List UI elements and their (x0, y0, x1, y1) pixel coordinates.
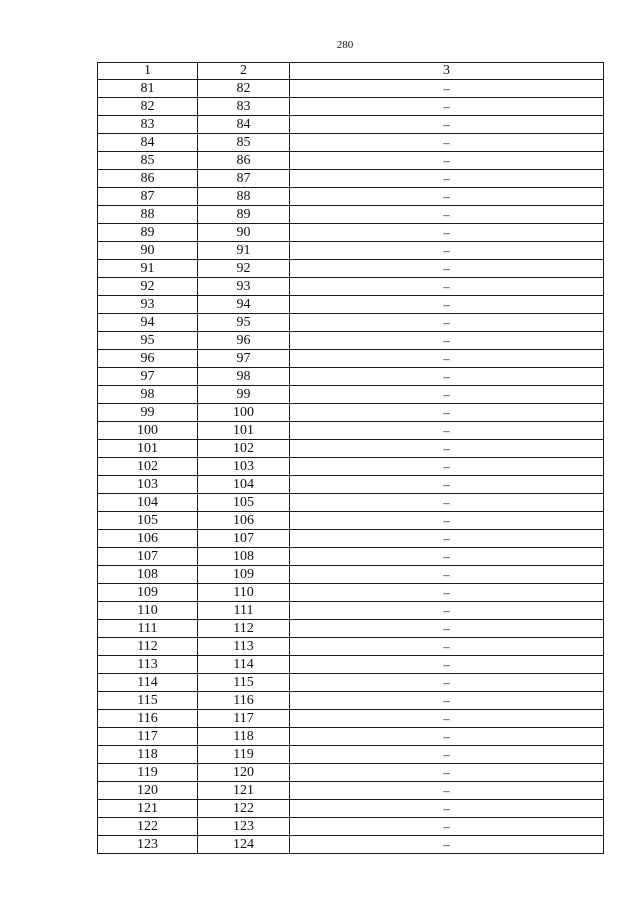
table-row (98, 422, 604, 440)
page-number: 280 (336, 39, 354, 51)
to-value-cell: 101 (198, 422, 290, 440)
to-value-cell: 117 (198, 710, 290, 728)
table-row (98, 98, 604, 116)
table-row (98, 710, 604, 728)
table-row (98, 818, 604, 836)
to-value-cell: 93 (198, 278, 290, 296)
to-value-cell: 85 (198, 134, 290, 152)
from-value-cell: 91 (98, 260, 198, 278)
to-value-cell: 119 (198, 746, 290, 764)
from-value-cell: 85 (98, 152, 198, 170)
table-row (98, 260, 604, 278)
table-row (98, 782, 604, 800)
table-row (98, 764, 604, 782)
note-cell: – (290, 494, 604, 512)
note-cell: – (290, 476, 604, 494)
note-cell: – (290, 530, 604, 548)
to-value-cell: 90 (198, 224, 290, 242)
note-cell: – (290, 404, 604, 422)
table-row (98, 620, 604, 638)
table-row (98, 566, 604, 584)
from-value-cell: 95 (98, 332, 198, 350)
column-header-2: 2 (198, 63, 290, 80)
to-value-cell: 111 (198, 602, 290, 620)
table-row (98, 512, 604, 530)
to-value-cell: 83 (198, 98, 290, 116)
table-row (98, 314, 604, 332)
note-cell: – (290, 674, 604, 692)
from-value-cell: 103 (98, 476, 198, 494)
from-value-cell: 87 (98, 188, 198, 206)
from-value-cell: 84 (98, 134, 198, 152)
table-row (98, 242, 604, 260)
note-cell: – (290, 512, 604, 530)
to-value-cell: 113 (198, 638, 290, 656)
table-row (98, 458, 604, 476)
note-cell: – (290, 296, 604, 314)
note-cell: – (290, 692, 604, 710)
from-value-cell: 102 (98, 458, 198, 476)
table-row (98, 494, 604, 512)
data-table (97, 62, 604, 854)
table-row (98, 404, 604, 422)
note-cell: – (290, 818, 604, 836)
from-value-cell: 101 (98, 440, 198, 458)
from-value-cell: 119 (98, 764, 198, 782)
note-cell: – (290, 278, 604, 296)
from-value-cell: 109 (98, 584, 198, 602)
note-cell: – (290, 836, 604, 854)
table-row (98, 206, 604, 224)
note-cell: – (290, 188, 604, 206)
table-row (98, 584, 604, 602)
from-value-cell: 106 (98, 530, 198, 548)
to-value-cell: 91 (198, 242, 290, 260)
note-cell: – (290, 800, 604, 818)
from-value-cell: 81 (98, 80, 198, 98)
from-value-cell: 88 (98, 206, 198, 224)
table-row (98, 674, 604, 692)
from-value-cell: 82 (98, 98, 198, 116)
note-cell: – (290, 98, 604, 116)
to-value-cell: 84 (198, 116, 290, 134)
from-value-cell: 93 (98, 296, 198, 314)
to-value-cell: 82 (198, 80, 290, 98)
column-header-1: 1 (98, 63, 198, 80)
to-value-cell: 123 (198, 818, 290, 836)
to-value-cell: 88 (198, 188, 290, 206)
note-cell: – (290, 224, 604, 242)
table-row (98, 152, 604, 170)
table-row (98, 170, 604, 188)
note-cell: – (290, 386, 604, 404)
to-value-cell: 106 (198, 512, 290, 530)
note-cell: – (290, 422, 604, 440)
from-value-cell: 113 (98, 656, 198, 674)
table-row (98, 224, 604, 242)
to-value-cell: 116 (198, 692, 290, 710)
from-value-cell: 94 (98, 314, 198, 332)
to-value-cell: 118 (198, 728, 290, 746)
from-value-cell: 110 (98, 602, 198, 620)
to-value-cell: 115 (198, 674, 290, 692)
note-cell: – (290, 458, 604, 476)
to-value-cell: 110 (198, 584, 290, 602)
to-value-cell: 112 (198, 620, 290, 638)
to-value-cell: 96 (198, 332, 290, 350)
to-value-cell: 122 (198, 800, 290, 818)
to-value-cell: 114 (198, 656, 290, 674)
note-cell: – (290, 170, 604, 188)
note-cell: – (290, 116, 604, 134)
table-row (98, 476, 604, 494)
from-value-cell: 107 (98, 548, 198, 566)
to-value-cell: 120 (198, 764, 290, 782)
table-row (98, 134, 604, 152)
from-value-cell: 90 (98, 242, 198, 260)
table-row (98, 548, 604, 566)
table-row (98, 368, 604, 386)
from-value-cell: 114 (98, 674, 198, 692)
table-row (98, 800, 604, 818)
table-row (98, 188, 604, 206)
note-cell: – (290, 242, 604, 260)
table-row (98, 278, 604, 296)
from-value-cell: 123 (98, 836, 198, 854)
to-value-cell: 124 (198, 836, 290, 854)
table-body (98, 80, 604, 854)
note-cell: – (290, 764, 604, 782)
from-value-cell: 92 (98, 278, 198, 296)
table-row (98, 692, 604, 710)
from-value-cell: 97 (98, 368, 198, 386)
note-cell: – (290, 620, 604, 638)
to-value-cell: 87 (198, 170, 290, 188)
to-value-cell: 89 (198, 206, 290, 224)
note-cell: – (290, 134, 604, 152)
note-cell: – (290, 260, 604, 278)
to-value-cell: 94 (198, 296, 290, 314)
from-value-cell: 108 (98, 566, 198, 584)
note-cell: – (290, 314, 604, 332)
column-header-3: 3 (290, 63, 604, 80)
note-cell: – (290, 350, 604, 368)
to-value-cell: 107 (198, 530, 290, 548)
note-cell: – (290, 206, 604, 224)
to-value-cell: 121 (198, 782, 290, 800)
to-value-cell: 99 (198, 386, 290, 404)
note-cell: – (290, 728, 604, 746)
to-value-cell: 108 (198, 548, 290, 566)
table-header-row (98, 63, 604, 80)
table-row (98, 602, 604, 620)
from-value-cell: 117 (98, 728, 198, 746)
to-value-cell: 102 (198, 440, 290, 458)
note-cell: – (290, 80, 604, 98)
from-value-cell: 120 (98, 782, 198, 800)
note-cell: – (290, 746, 604, 764)
from-value-cell: 86 (98, 170, 198, 188)
from-value-cell: 111 (98, 620, 198, 638)
to-value-cell: 109 (198, 566, 290, 584)
table-row (98, 746, 604, 764)
from-value-cell: 104 (98, 494, 198, 512)
table-row (98, 530, 604, 548)
from-value-cell: 96 (98, 350, 198, 368)
from-value-cell: 105 (98, 512, 198, 530)
from-value-cell: 121 (98, 800, 198, 818)
table-row (98, 656, 604, 674)
to-value-cell: 86 (198, 152, 290, 170)
note-cell: – (290, 332, 604, 350)
to-value-cell: 103 (198, 458, 290, 476)
table-row (98, 80, 604, 98)
to-value-cell: 92 (198, 260, 290, 278)
note-cell: – (290, 440, 604, 458)
note-cell: – (290, 566, 604, 584)
note-cell: – (290, 584, 604, 602)
table-row (98, 836, 604, 854)
from-value-cell: 115 (98, 692, 198, 710)
note-cell: – (290, 368, 604, 386)
note-cell: – (290, 548, 604, 566)
to-value-cell: 97 (198, 350, 290, 368)
table-row (98, 728, 604, 746)
from-value-cell: 100 (98, 422, 198, 440)
note-cell: – (290, 656, 604, 674)
from-value-cell: 99 (98, 404, 198, 422)
note-cell: – (290, 782, 604, 800)
from-value-cell: 122 (98, 818, 198, 836)
note-cell: – (290, 638, 604, 656)
from-value-cell: 116 (98, 710, 198, 728)
table-row (98, 296, 604, 314)
to-value-cell: 105 (198, 494, 290, 512)
note-cell: – (290, 710, 604, 728)
table-row (98, 116, 604, 134)
note-cell: – (290, 602, 604, 620)
table-row (98, 386, 604, 404)
note-cell: – (290, 152, 604, 170)
table-row (98, 332, 604, 350)
to-value-cell: 100 (198, 404, 290, 422)
from-value-cell: 118 (98, 746, 198, 764)
table-row (98, 638, 604, 656)
to-value-cell: 104 (198, 476, 290, 494)
from-value-cell: 98 (98, 386, 198, 404)
from-value-cell: 112 (98, 638, 198, 656)
from-value-cell: 83 (98, 116, 198, 134)
table-row (98, 350, 604, 368)
table-row (98, 440, 604, 458)
to-value-cell: 98 (198, 368, 290, 386)
from-value-cell: 89 (98, 224, 198, 242)
to-value-cell: 95 (198, 314, 290, 332)
